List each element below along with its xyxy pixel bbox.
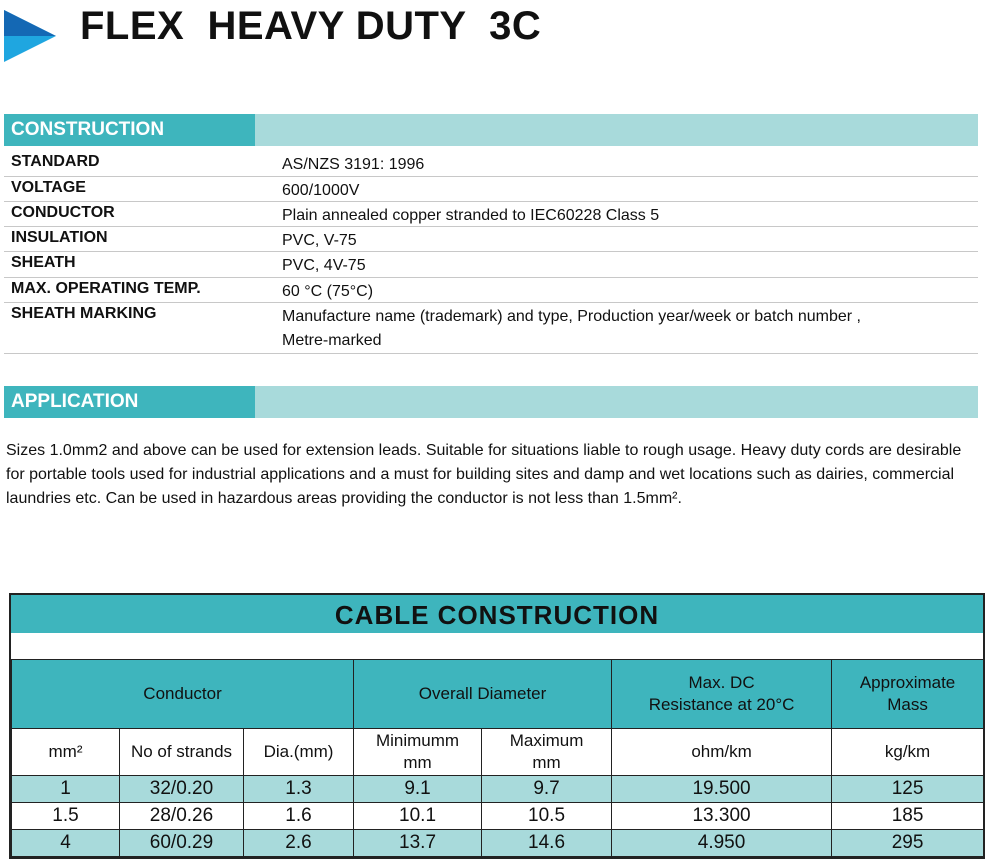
table-cell: 9.1 (354, 776, 482, 803)
resistance-header-line2: Resistance at 20°C (648, 695, 795, 714)
unit-dia: Dia.(mm) (244, 729, 354, 776)
table-cell: 1 (12, 776, 120, 803)
unit-minimum (354, 729, 482, 776)
table-unit-header-row (12, 729, 984, 776)
construction-heading: CONSTRUCTION (4, 114, 255, 146)
unit-ohm: ohm/km (612, 729, 832, 776)
cable-construction-title: CABLE CONSTRUCTION (11, 595, 983, 633)
table-cell: 9.7 (482, 776, 612, 803)
unit-kg: kg/km (832, 729, 984, 776)
table-cell: 13.300 (612, 803, 832, 830)
spec-value: Plain annealed copper stranded to IEC60228 Class 5 (282, 207, 660, 224)
spec-label: SHEATH MARKING (11, 305, 157, 322)
cable-construction-table (9, 593, 985, 859)
resistance-header (612, 660, 832, 729)
spec-label: MAX. OPERATING TEMP. (11, 280, 201, 297)
spec-value: 60 °C (75°C) (282, 283, 374, 300)
table-cell: 1.6 (244, 803, 354, 830)
table-cell: 10.5 (482, 803, 612, 830)
table-cell: 60/0.29 (120, 830, 244, 857)
table-cell: 125 (832, 776, 984, 803)
mass-header-line2: Mass (887, 695, 928, 714)
spec-row-sheath-marking (4, 303, 978, 354)
unit-maximum-line2: mm (532, 753, 561, 772)
spec-value-line: Metre-marked (282, 332, 382, 349)
table-row (12, 803, 984, 830)
unit-maximum-line1: Maximum (509, 731, 584, 750)
spec-value (282, 305, 861, 353)
blue-triangle-arrow-icon (4, 10, 56, 62)
overall-diameter-header: Overall Diameter (354, 660, 612, 729)
spec-value-line: Manufacture name (trademark) and type, Production year/week or batch number , (282, 308, 861, 325)
table-spacer (11, 633, 983, 659)
spec-label: CONDUCTOR (11, 204, 115, 221)
spec-row-voltage (4, 177, 978, 202)
table-cell: 28/0.26 (120, 803, 244, 830)
spec-row-insulation (4, 227, 978, 252)
table-cell: 10.1 (354, 803, 482, 830)
spec-label: VOLTAGE (11, 179, 86, 196)
table-cell: 2.6 (244, 830, 354, 857)
unit-strands: No of strands (120, 729, 244, 776)
table-cell: 4.950 (612, 830, 832, 857)
spec-label: STANDARD (11, 153, 100, 170)
construction-spec-list (4, 151, 978, 354)
table-cell: 1.3 (244, 776, 354, 803)
spec-row-max-operating-temp (4, 278, 978, 303)
construction-heading-bar (4, 114, 978, 146)
unit-minimum-line2: mm (403, 753, 432, 772)
page-title: FLEX HEAVY DUTY 3C (80, 4, 542, 48)
application-heading: APPLICATION (4, 386, 255, 418)
table-group-header-row (12, 660, 984, 729)
resistance-header-line1: Max. DC (688, 673, 755, 692)
conductor-header: Conductor (12, 660, 354, 729)
table-row (12, 830, 984, 857)
table-cell: 4 (12, 830, 120, 857)
spec-row-conductor (4, 202, 978, 227)
table-cell: 14.6 (482, 830, 612, 857)
application-heading-bar (4, 386, 978, 418)
spec-row-sheath (4, 252, 978, 278)
table-cell: 185 (832, 803, 984, 830)
spec-value: PVC, V-75 (282, 232, 357, 249)
spec-row-standard (4, 151, 978, 177)
table-cell: 1.5 (12, 803, 120, 830)
unit-maximum (482, 729, 612, 776)
table-cell: 13.7 (354, 830, 482, 857)
table-cell: 295 (832, 830, 984, 857)
spec-value: AS/NZS 3191: 1996 (282, 156, 425, 173)
table-cell: 32/0.20 (120, 776, 244, 803)
unit-mm2: mm² (12, 729, 120, 776)
spec-label: INSULATION (11, 229, 108, 246)
table-row (12, 776, 984, 803)
mass-header (832, 660, 984, 729)
application-text: Sizes 1.0mm2 and above can be used for extension leads. Suitable for situations liable to rough usage. Heavy duty cords are desirable for portable tools used for industrial applications and a must for building sites and damp and wet locations such as dairies, commercial laundries etc. Can be used in hazardous areas providing the conductor is not less than 1.5mm². (6, 442, 962, 507)
spec-label: SHEATH (11, 254, 76, 271)
table-cell: 19.500 (612, 776, 832, 803)
unit-minimum-line1: Minimumm (375, 731, 460, 750)
spec-value: 600/1000V (282, 182, 360, 199)
mass-header-line1: Approximate (859, 673, 956, 692)
spec-value: PVC, 4V-75 (282, 257, 366, 274)
